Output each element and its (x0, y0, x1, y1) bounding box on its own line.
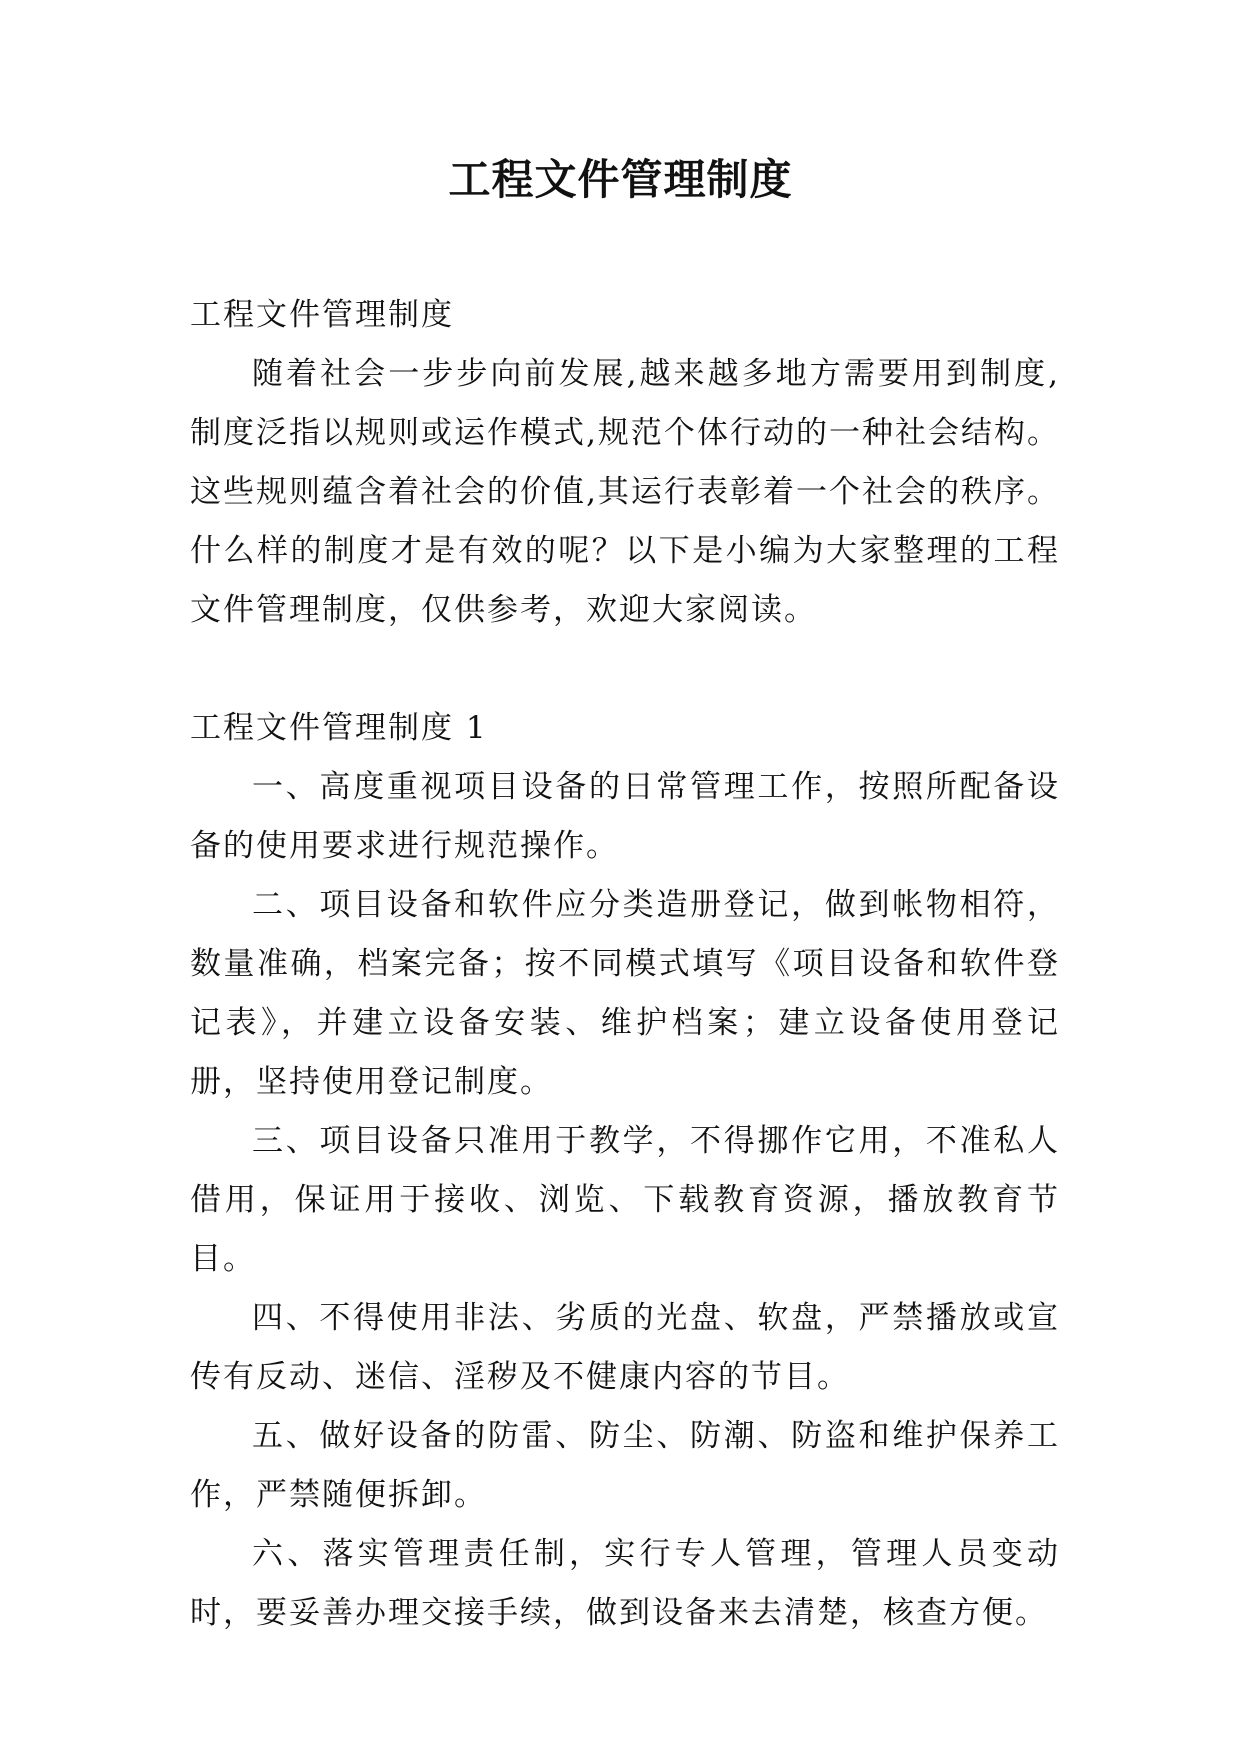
spacer (190, 640, 1060, 699)
document-title: 工程文件管理制度 (448, 155, 793, 204)
intro-paragraph: 随着社会一步步向前发展,越来越多地方需要用到制度,制度泛指以规则或运作模式,规范个体行动的一种社会结构。这些规则蕴含着社会的价值,其运行表彰着一个社会的秩序。什么样的制度才是有效的呢？以下是小编为大家整理的工程文件管理制度，仅供参考，欢迎大家阅读。 (190, 356, 1060, 628)
item-paragraph: 五、做好设备的防雷、防尘、防潮、防盗和维护保养工作，严禁随便拆卸。 (190, 1418, 1060, 1513)
item-paragraph: 三、项目设备只准用于教学，不得挪作它用，不准私人借用，保证用于接收、浏览、下载教育资源，播放教育节目。 (190, 1123, 1060, 1277)
subtitle: 工程文件管理制度 (190, 297, 454, 333)
item-paragraph: 六、落实管理责任制，实行专人管理，管理人员变动时，要妥善办理交接手续，做到设备来去清楚，核查方便。 (190, 1536, 1060, 1631)
item-paragraph: 一、高度重视项目设备的日常管理工作，按照所配备设备的使用要求进行规范操作。 (190, 769, 1060, 864)
section-heading: 工程文件管理制度 1 (190, 710, 488, 746)
document-body (190, 286, 1060, 1643)
item-paragraph: 四、不得使用非法、劣质的光盘、软盘，严禁播放或宣传有反动、迷信、淫秽及不健康内容的节目。 (190, 1300, 1060, 1395)
item-paragraph: 二、项目设备和软件应分类造册登记，做到帐物相符，数量准确，档案完备；按不同模式填写《项目设备和软件登记表》，并建立设备安装、维护档案；建立设备使用登记册，坚持使用登记制度。 (190, 887, 1060, 1100)
